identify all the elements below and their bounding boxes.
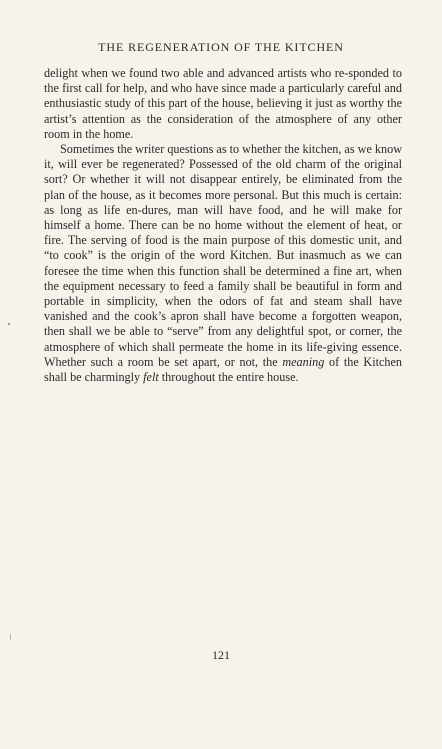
paragraph-2-text-end: throughout the entire house. — [158, 370, 299, 385]
margin-speck — [8, 323, 10, 325]
emphasis-felt: felt — [143, 370, 159, 385]
running-head: THE REGENERATION OF THE KITCHEN — [98, 40, 344, 54]
margin-speck — [10, 634, 11, 640]
emphasis-meaning: meaning — [282, 354, 325, 369]
paragraph-1: delight when we found two able and advanced artists who re-sponded to the first call for help, and who have since made a particularly careful and enthusiastic study of this part of the house, believing it just as worthy the artist’s attention as the consideration of the atmosphere of any other room in the home. — [44, 66, 402, 141]
paragraph-2 — [44, 142, 402, 385]
body-text — [44, 66, 402, 385]
paragraph-2-text-start: Sometimes the writer questions as to whether the kitchen, as we know it, will ever be regenerated? Possessed of the old charm of the original sort? Or whether it will not disappear entirely, be eliminated from the plan of the house, as it becomes more personal. But this much is certain: as long as life en-dures, man will have food, and he will make for himself a home. There can be no home without the element of heat, or fire. The serving of food is the main purpose of this domestic unit, and “to cook” is the origin of the word Kitchen. But inasmuch as we can foresee the time when this function shall be determined a fine art, when the equipment necessary to feed a family shall be beautiful in form and portable in simplicity, when the odors of fat and steam shall have vanished and the cook’s apron shall have become a forgotten weapon, then shall we be able to “serve” from any delightful spot, or corner, the atmosphere of which shall permeate the home in its life-giving essence. Whether such a room be set apart, or not, the — [44, 142, 402, 369]
paragraph-2-text-middle: of the Kitchen shall be charmingly — [44, 354, 402, 385]
page-number: 121 — [212, 648, 230, 662]
